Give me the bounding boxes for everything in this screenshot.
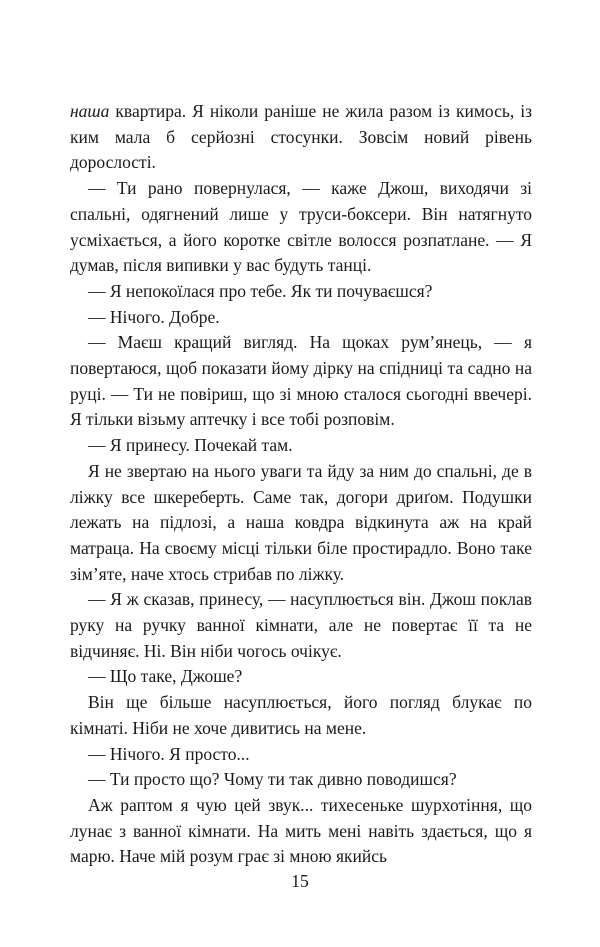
paragraph-3: — Я непокоїлася про тебе. Як ти почуваєшся? bbox=[88, 280, 433, 301]
paragraph-1-rest: квартира. Я ніколи раніше не жила разом із кимось, із ким мала б серйозні стосунки. Зовсім новий рівень дорослості. bbox=[70, 101, 532, 173]
page-number: 15 bbox=[291, 871, 309, 891]
paragraph-7: Я не звертаю на нього уваги та йду за ним до спальні, де в ліжку все шкереберть. Саме так, догори дриґом. Подушки лежать на підлозі, а наша ковдра відкинута аж на край матраца. На своєму місці тільки біле простирадло. Воно таке зім’яте, наче хтось стрибав по ліжку. bbox=[70, 460, 532, 584]
paragraph-8: — Я ж сказав, принесу, — насуплюється він. Джош поклав руку на ручку ванної кімнати, але не повертає її та не відчиняє. Ні. Він ніби чогось очікує. bbox=[70, 589, 532, 661]
paragraph-10: Він ще більше насуплюється, його погляд блукає по кімнаті. Ніби не хоче дивитись на мене. bbox=[70, 692, 532, 738]
italic-lead-word: наша bbox=[70, 101, 110, 121]
paragraph-13: Аж раптом я чую цей звук... тихесеньке шурхотіння, що лунає з ванної кімнати. На мить мені навіть здається, що я марю. Наче мій розум грає зі мною якийсь bbox=[70, 794, 532, 867]
paragraph-5: — Маєш кращий вигляд. На щоках рум’янець, — я повертаюся, щоб показати йому дірку на спідниці та садно на руці. — Ти не повіриш, що зі мною сталося сьогодні ввечері. Я тільки візьму аптечку і все тобі розповім. bbox=[70, 332, 532, 430]
paragraph-1 bbox=[70, 99, 532, 176]
paragraph-2: — Ти рано повернулася, — каже Джош, виходячи зі спальні, одягнений лише у труси-боксери. Він натягнуто усміхається, а його коротке світле волосся розпатлане. — Я думав, після випивки у вас будуть танці. bbox=[70, 178, 532, 276]
paragraph-12: — Ти просто що? Чому ти так дивно поводишся? bbox=[88, 769, 457, 790]
paragraph-4: — Нічого. Добре. bbox=[88, 306, 220, 327]
paragraph-9: — Що таке, Джоше? bbox=[88, 666, 243, 687]
paragraph-11: — Нічого. Я просто... bbox=[88, 743, 250, 764]
body-text bbox=[70, 99, 532, 870]
paragraph-6: — Я принесу. Почекай там. bbox=[88, 435, 293, 456]
